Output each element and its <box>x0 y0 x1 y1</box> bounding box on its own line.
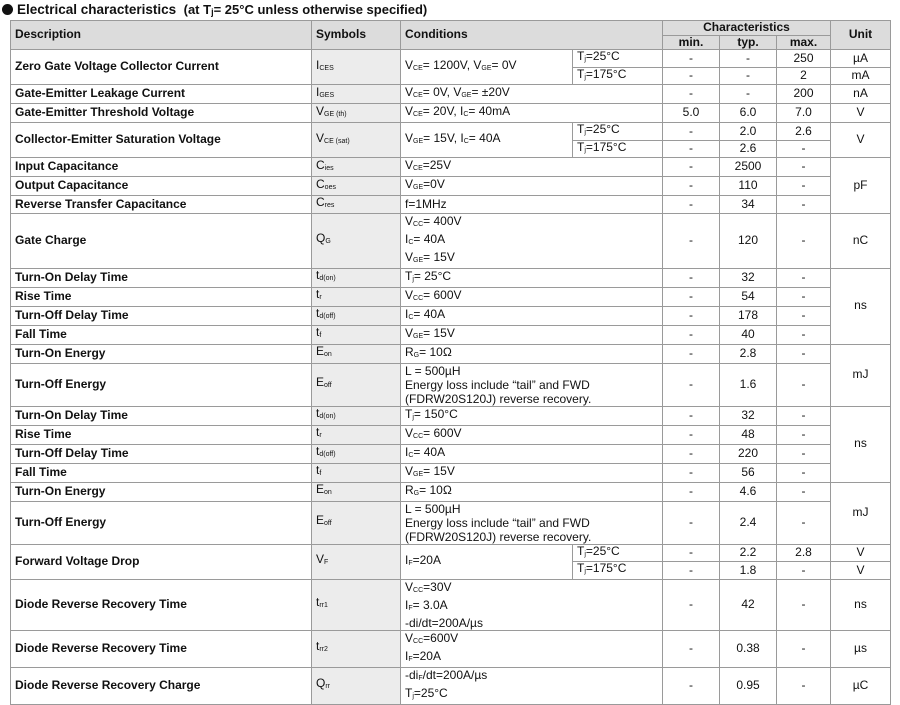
param-description: Turn-On Energy <box>11 482 312 501</box>
condition-line: $I_F=20A$ <box>405 648 441 663</box>
param-symbol: $V_{GE (th)}$ <box>312 104 401 123</box>
param-symbol: $C_{res}$ <box>312 196 401 214</box>
param-conditions <box>401 463 663 482</box>
value-max: - <box>777 325 831 344</box>
condition-line: $V_{CC}=600V$ <box>405 630 459 645</box>
param-unit: mA <box>831 67 891 85</box>
param-symbol: $t_f$ <box>312 325 401 344</box>
table-row <box>11 50 891 68</box>
param-conditions <box>401 363 663 406</box>
value-typ: 2.4 <box>720 501 777 544</box>
bullet-icon <box>2 4 13 15</box>
value-min: - <box>663 85 720 104</box>
value-max: - <box>777 306 831 325</box>
table-row <box>11 268 891 287</box>
condition-line: $R_G= 10\Omega$ <box>405 344 452 359</box>
param-symbol: $E_{on}$ <box>312 344 401 363</box>
value-typ: - <box>720 67 777 85</box>
value-min: - <box>663 544 720 562</box>
condition-line: $V_{CE}= 20V$, $I_C= 40mA$ <box>405 104 511 118</box>
temperature-condition: $T_j=175^\circ C$ <box>573 67 663 85</box>
param-unit: mJ <box>831 482 891 544</box>
value-min: - <box>663 667 720 704</box>
value-typ: 120 <box>720 213 777 268</box>
condition-line: (FDRW20S120J) reverse recovery. <box>405 529 592 544</box>
title-main: Electrical characteristics <box>17 2 177 17</box>
param-description: Collector-Emitter Saturation Voltage <box>11 123 312 158</box>
value-typ: 56 <box>720 463 777 482</box>
condition-line: $R_G= 10\Omega$ <box>405 482 452 497</box>
value-min: - <box>663 425 720 444</box>
value-min: - <box>663 325 720 344</box>
condition-line: $V_{CE}=25V$ <box>405 158 452 172</box>
param-description: Turn-Off Energy <box>11 363 312 406</box>
header-symbols: Symbols <box>312 21 401 50</box>
value-typ: 1.6 <box>720 363 777 406</box>
condition-line: $V_{GE}= 15V$, $I_C= 40A$ <box>405 131 501 145</box>
condition-line: $V_{GE}=0V$ <box>405 177 445 191</box>
param-description: Gate-Emitter Leakage Current <box>11 85 312 104</box>
param-symbol: $E_{off}$ <box>312 501 401 544</box>
value-min: - <box>663 501 720 544</box>
param-unit: V <box>831 123 891 158</box>
param-description: Output Capacitance <box>11 177 312 196</box>
value-typ: - <box>720 50 777 68</box>
param-conditions <box>401 344 663 363</box>
condition-line: L = 500µH <box>405 501 461 516</box>
value-min: - <box>663 363 720 406</box>
param-conditions <box>401 630 663 667</box>
param-symbol: $C_{ies}$ <box>312 158 401 177</box>
param-conditions <box>401 579 663 630</box>
value-typ: 220 <box>720 444 777 463</box>
value-typ: 0.38 <box>720 630 777 667</box>
condition-line: $I_F=20A$ <box>405 552 441 567</box>
value-max: 250 <box>777 50 831 68</box>
param-symbol: $C_{oes}$ <box>312 177 401 196</box>
param-description: Diode Reverse Recovery Charge <box>11 667 312 704</box>
condition-line: $V_{GE}= 15V$ <box>405 463 455 478</box>
electrical-characteristics-table <box>10 20 891 705</box>
param-description: Diode Reverse Recovery Time <box>11 579 312 630</box>
title-space <box>176 2 184 17</box>
condition-line: $-di_F/dt=200A/\mu s$ <box>405 667 488 682</box>
header-description: Description <box>11 21 312 50</box>
param-unit: ns <box>831 579 891 630</box>
param-conditions <box>401 306 663 325</box>
value-typ: 34 <box>720 196 777 214</box>
value-typ: 2.6 <box>720 140 777 158</box>
value-max: 2.6 <box>777 123 831 141</box>
param-description: Gate Charge <box>11 213 312 268</box>
value-max: 2 <box>777 67 831 85</box>
table-row <box>11 158 891 177</box>
condition-line: $I_C= 40A$ <box>405 231 446 246</box>
param-symbol: $t_{rr2}$ <box>312 630 401 667</box>
condition-line: $V_{CC}= 600V$ <box>405 287 462 302</box>
param-symbol: $t_r$ <box>312 425 401 444</box>
value-min: - <box>663 268 720 287</box>
condition-line: f=1MHz <box>405 197 447 212</box>
value-min: - <box>663 158 720 177</box>
value-typ: 54 <box>720 287 777 306</box>
condition-line: Energy loss include “tail” and FWD <box>405 515 590 530</box>
value-max: - <box>777 196 831 214</box>
value-typ: 178 <box>720 306 777 325</box>
condition-line: $V_{CC}= 600V$ <box>405 425 462 440</box>
value-min: - <box>663 50 720 68</box>
section-title <box>2 2 427 18</box>
param-description: Turn-Off Energy <box>11 501 312 544</box>
temperature-condition: $T_j=175^\circ C$ <box>573 140 663 158</box>
table-row <box>11 344 891 363</box>
param-conditions <box>401 196 663 214</box>
value-min: - <box>663 140 720 158</box>
condition-line: $I_C= 40A$ <box>405 306 446 321</box>
param-description: Fall Time <box>11 325 312 344</box>
table-row <box>11 287 891 306</box>
value-min: - <box>663 287 720 306</box>
condition-line: $V_{GE}= 15V$ <box>405 325 455 340</box>
value-max: 7.0 <box>777 104 831 123</box>
param-description: Turn-On Energy <box>11 344 312 363</box>
param-description: Fall Time <box>11 463 312 482</box>
param-unit: V <box>831 104 891 123</box>
value-typ: 32 <box>720 406 777 425</box>
value-max: - <box>777 177 831 196</box>
condition-line: $V_{CE}= 0V$, $V_{GE}= \pm 20V$ <box>405 85 510 99</box>
param-symbol: $E_{on}$ <box>312 482 401 501</box>
value-max: - <box>777 501 831 544</box>
value-max: 2.8 <box>777 544 831 562</box>
table-row <box>11 425 891 444</box>
param-description: Rise Time <box>11 425 312 444</box>
header-max: max. <box>777 35 831 50</box>
value-typ: 2.2 <box>720 544 777 562</box>
value-max: - <box>777 344 831 363</box>
value-min: - <box>663 444 720 463</box>
param-description: Diode Reverse Recovery Time <box>11 630 312 667</box>
value-typ: - <box>720 85 777 104</box>
value-max: - <box>777 482 831 501</box>
header-conditions: Conditions <box>401 21 663 50</box>
param-description: Reverse Transfer Capacitance <box>11 196 312 214</box>
title-condition: (at $T_j= 25^\circ C$ unless otherwise specified) <box>183 2 428 17</box>
condition-line: $V_{GE}= 15V$ <box>405 249 455 264</box>
condition-line: $V_{CC}=30V$ <box>405 579 452 594</box>
value-min: - <box>663 406 720 425</box>
header-row <box>11 21 891 36</box>
param-unit: nC <box>831 213 891 268</box>
table-row <box>11 85 891 104</box>
condition-line: (FDRW20S120J) reverse recovery. <box>405 391 592 406</box>
value-min: - <box>663 67 720 85</box>
table-body <box>11 50 891 705</box>
param-conditions <box>401 213 663 268</box>
header-typ: typ. <box>720 35 777 50</box>
value-min: - <box>663 196 720 214</box>
param-conditions <box>401 425 663 444</box>
param-unit: pF <box>831 158 891 214</box>
condition-line: Energy loss include “tail” and FWD <box>405 377 590 392</box>
param-symbol: $t_{d(off)}$ <box>312 444 401 463</box>
value-max: - <box>777 579 831 630</box>
param-description: Zero Gate Voltage Collector Current <box>11 50 312 85</box>
value-typ: 0.95 <box>720 667 777 704</box>
table-row <box>11 104 891 123</box>
value-max: - <box>777 406 831 425</box>
param-unit: ns <box>831 268 891 344</box>
table-row <box>11 444 891 463</box>
param-symbol: $t_{rr1}$ <box>312 579 401 630</box>
param-conditions <box>401 85 663 104</box>
condition-line: -di/dt=200A/µs <box>405 615 483 630</box>
value-min: - <box>663 579 720 630</box>
param-conditions <box>401 268 663 287</box>
param-conditions <box>401 544 573 579</box>
param-unit: V <box>831 562 891 580</box>
value-typ: 40 <box>720 325 777 344</box>
param-description: Turn-Off Delay Time <box>11 444 312 463</box>
value-min: - <box>663 562 720 580</box>
table-row <box>11 306 891 325</box>
param-conditions <box>401 406 663 425</box>
param-description: Turn-On Delay Time <box>11 268 312 287</box>
value-max: - <box>777 268 831 287</box>
value-max: - <box>777 140 831 158</box>
param-symbol: $Q_{rr}$ <box>312 667 401 704</box>
param-conditions <box>401 104 663 123</box>
value-max: - <box>777 287 831 306</box>
value-min: 5.0 <box>663 104 720 123</box>
param-symbol: $I_{CES}$ <box>312 50 401 85</box>
value-min: - <box>663 213 720 268</box>
param-unit: µs <box>831 630 891 667</box>
table-row <box>11 463 891 482</box>
condition-line: $T_j= 25^\circ C$ <box>405 268 452 283</box>
table-row <box>11 544 891 562</box>
param-symbol: $t_{d(on)}$ <box>312 406 401 425</box>
param-description: Input Capacitance <box>11 158 312 177</box>
param-symbol: $t_{d(off)}$ <box>312 306 401 325</box>
value-min: - <box>663 306 720 325</box>
condition-line: $I_F= 3.0A$ <box>405 597 448 612</box>
param-description: Turn-Off Delay Time <box>11 306 312 325</box>
param-conditions <box>401 287 663 306</box>
value-typ: 48 <box>720 425 777 444</box>
table-row <box>11 482 891 501</box>
temperature-condition: $T_j=25^\circ C$ <box>573 50 663 68</box>
param-symbol: $V_{CE (sat)}$ <box>312 123 401 158</box>
condition-line: L = 500µH <box>405 363 461 378</box>
temperature-condition: $T_j=175^\circ C$ <box>573 562 663 580</box>
temperature-condition: $T_j=25^\circ C$ <box>573 123 663 141</box>
table-row <box>11 406 891 425</box>
param-conditions <box>401 482 663 501</box>
condition-line: $T_j=25^\circ C$ <box>405 685 448 700</box>
param-description: Rise Time <box>11 287 312 306</box>
value-typ: 6.0 <box>720 104 777 123</box>
value-max: - <box>777 630 831 667</box>
param-conditions <box>401 50 573 85</box>
param-unit: µA <box>831 50 891 68</box>
table-row <box>11 363 891 406</box>
value-typ: 2.0 <box>720 123 777 141</box>
param-unit: nA <box>831 85 891 104</box>
param-unit: V <box>831 544 891 562</box>
value-max: - <box>777 667 831 704</box>
header-unit: Unit <box>831 21 891 50</box>
value-max: - <box>777 158 831 177</box>
param-conditions <box>401 325 663 344</box>
value-max: - <box>777 363 831 406</box>
param-unit: µC <box>831 667 891 704</box>
value-max: 200 <box>777 85 831 104</box>
value-min: - <box>663 177 720 196</box>
table-row <box>11 579 891 630</box>
param-unit: mJ <box>831 344 891 406</box>
condition-line: $T_j= 150^\circ C$ <box>405 406 458 421</box>
table-row <box>11 123 891 141</box>
param-symbol: $I_{GES}$ <box>312 85 401 104</box>
param-symbol: $t_{d(on)}$ <box>312 268 401 287</box>
value-min: - <box>663 344 720 363</box>
header-characteristics: Characteristics <box>663 21 831 36</box>
param-conditions <box>401 501 663 544</box>
value-typ: 2500 <box>720 158 777 177</box>
condition-line: $I_C= 40A$ <box>405 444 446 459</box>
value-max: - <box>777 444 831 463</box>
value-typ: 32 <box>720 268 777 287</box>
param-conditions <box>401 667 663 704</box>
value-max: - <box>777 425 831 444</box>
condition-line: $V_{CC}= 400V$ <box>405 213 462 228</box>
table-row <box>11 213 891 268</box>
table-row <box>11 667 891 704</box>
value-min: - <box>663 482 720 501</box>
param-description: Forward Voltage Drop <box>11 544 312 579</box>
table-row <box>11 501 891 544</box>
value-typ: 2.8 <box>720 344 777 363</box>
temperature-condition: $T_j=25^\circ C$ <box>573 544 663 562</box>
param-symbol: $Q_G$ <box>312 213 401 268</box>
value-min: - <box>663 630 720 667</box>
value-min: - <box>663 123 720 141</box>
table-row <box>11 196 891 214</box>
param-symbol: $t_f$ <box>312 463 401 482</box>
header-min: min. <box>663 35 720 50</box>
value-typ: 4.6 <box>720 482 777 501</box>
value-max: - <box>777 213 831 268</box>
value-typ: 110 <box>720 177 777 196</box>
param-description: Turn-On Delay Time <box>11 406 312 425</box>
value-max: - <box>777 562 831 580</box>
value-typ: 1.8 <box>720 562 777 580</box>
param-conditions <box>401 158 663 177</box>
param-conditions <box>401 177 663 196</box>
value-max: - <box>777 463 831 482</box>
param-description: Gate-Emitter Threshold Voltage <box>11 104 312 123</box>
table-row <box>11 177 891 196</box>
param-symbol: $V_F$ <box>312 544 401 579</box>
param-symbol: $t_r$ <box>312 287 401 306</box>
condition-line: $V_{CE}= 1200V$, $V_{GE}= 0V$ <box>405 58 517 72</box>
param-conditions <box>401 123 573 158</box>
param-symbol: $E_{off}$ <box>312 363 401 406</box>
table-row <box>11 325 891 344</box>
table-row <box>11 630 891 667</box>
param-unit: ns <box>831 406 891 482</box>
param-conditions <box>401 444 663 463</box>
value-min: - <box>663 463 720 482</box>
value-typ: 42 <box>720 579 777 630</box>
